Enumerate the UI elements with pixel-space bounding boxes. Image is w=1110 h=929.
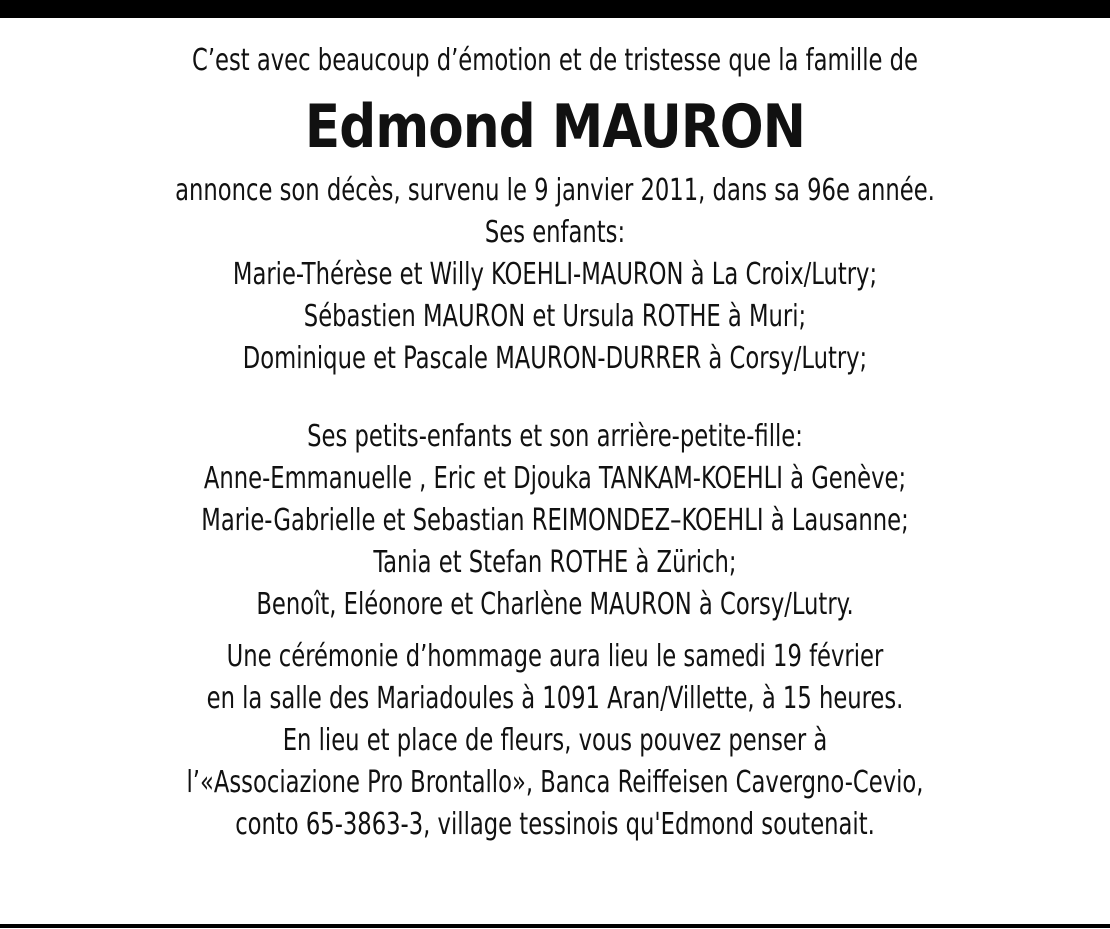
ceremony-line: En lieu et place de fleurs, vous pouvez penser à xyxy=(282,723,828,758)
grandchildren-line: Marie-Gabrielle et Sebastian REIMONDEZ–KOEHLI à Lausanne; xyxy=(201,503,909,538)
children-section xyxy=(0,212,1110,380)
children-line: Sébastien MAURON et Ursula ROTHE à Muri; xyxy=(303,299,807,334)
section-spacer xyxy=(0,380,1110,416)
grandchildren-section xyxy=(0,416,1110,626)
ceremony-section xyxy=(0,636,1110,846)
announcement-text: annonce son décès, survenu le 9 janvier 2011, dans sa 96e année. xyxy=(175,173,935,208)
death-notice xyxy=(0,40,1110,846)
grandchildren-line: Anne-Emmanuelle , Eric et Djouka TANKAM-KOEHLI à Genève; xyxy=(203,461,907,496)
grandchildren-line: Benoît, Eléonore et Charlène MAURON à Corsy/Lutry. xyxy=(256,587,854,622)
children-line: Dominique et Pascale MAURON-DURRER à Corsy/Lutry; xyxy=(242,341,868,376)
children-line: Marie-Thérèse et Willy KOEHLI-MAURON à La Croix/Lutry; xyxy=(232,257,878,292)
ceremony-line: conto 65-3863-3, village tessinois qu'Edmond soutenait. xyxy=(235,807,875,842)
ceremony-line: l’«Associazione Pro Brontallo», Banca Reiffeisen Cavergno-Cevio, xyxy=(186,765,924,800)
grandchildren-heading: Ses petits-enfants et son arrière-petite-fille: xyxy=(307,419,803,454)
ceremony-line: Une cérémonie d’hommage aura lieu le samedi 19 février xyxy=(226,639,884,674)
intro-text: C’est avec beaucoup d’émotion et de tristesse que la famille de xyxy=(191,43,919,78)
bottom-border-rule xyxy=(0,924,1110,928)
top-border-bar xyxy=(0,0,1110,18)
children-heading: Ses enfants: xyxy=(484,215,626,250)
grandchildren-line: Tania et Stefan ROTHE à Zürich; xyxy=(373,545,737,580)
section-spacer xyxy=(0,626,1110,636)
deceased-name: Edmond MAURON xyxy=(304,92,806,162)
ceremony-line: en la salle des Mariadoules à 1091 Aran/Villette, à 15 heures. xyxy=(206,681,904,716)
